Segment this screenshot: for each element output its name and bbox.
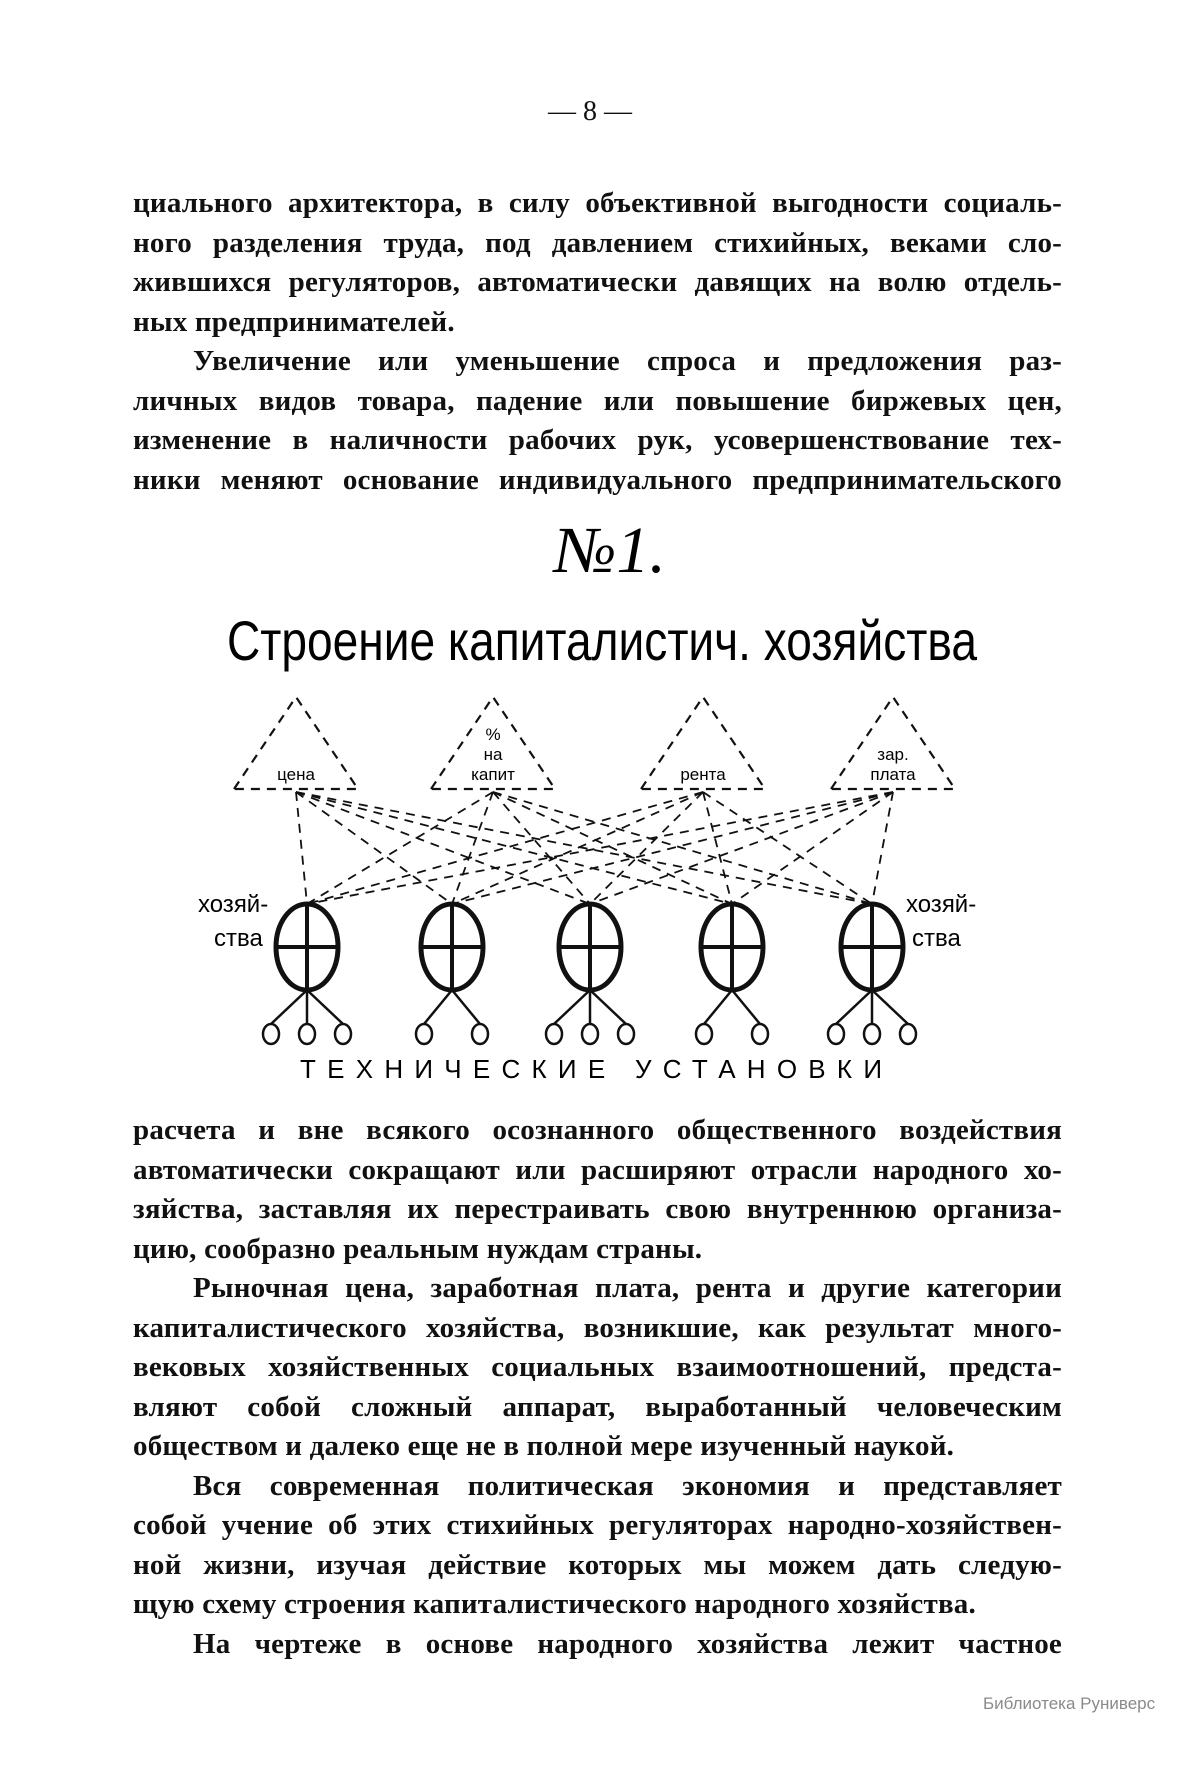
category-label: зар. bbox=[877, 745, 909, 764]
category-label: капит bbox=[471, 765, 515, 784]
capitalist-economy-diagram bbox=[0, 505, 1200, 1100]
text-line: цию, сообразно реальным нуждам страны. bbox=[133, 1232, 703, 1265]
text-line: зяйства, заставляя их перестраивать свою внутреннюю организа- bbox=[133, 1193, 1062, 1225]
connection-line bbox=[493, 792, 590, 904]
text-line: вляют собой сложный аппарат, выработанный человеческим bbox=[133, 1390, 1062, 1423]
connection-line bbox=[296, 792, 452, 904]
installation-circle bbox=[472, 1024, 488, 1044]
connection-line bbox=[296, 792, 590, 904]
category-label: цена bbox=[277, 765, 315, 784]
page-number: — 8 — bbox=[548, 96, 632, 127]
text-line: вековых хозяйственных социальных взаимоотношений, предста- bbox=[133, 1351, 1062, 1383]
installation-link bbox=[732, 990, 760, 1024]
installation-circle bbox=[828, 1024, 844, 1044]
side-label-left: ства bbox=[214, 925, 263, 952]
connection-line bbox=[452, 792, 493, 904]
category-label: % bbox=[485, 725, 501, 744]
connection-line bbox=[872, 792, 893, 904]
connection-line bbox=[590, 792, 703, 904]
connection-line bbox=[732, 792, 893, 904]
installation-circle bbox=[299, 1024, 315, 1044]
installation-circle bbox=[263, 1024, 279, 1044]
installation-link bbox=[872, 990, 908, 1024]
text-line: автоматически сокращают или расширяют отрасли народного хо- bbox=[133, 1153, 1062, 1186]
installation-circle bbox=[335, 1024, 351, 1044]
category-label: плата bbox=[870, 765, 916, 784]
text-line: щую схему строения капиталистического народного хозяйства. bbox=[133, 1588, 976, 1620]
installation-circle bbox=[696, 1024, 712, 1044]
category-label: на bbox=[483, 745, 503, 764]
installation-link bbox=[307, 990, 343, 1024]
text-line: циального архитектора, в силу объективной выгодности социаль- bbox=[133, 187, 1062, 219]
installation-circle bbox=[618, 1024, 634, 1044]
installation-link bbox=[836, 990, 872, 1024]
installation-circle bbox=[416, 1024, 432, 1044]
text-line: ной жизни, изучая действие которых мы можем дать следую- bbox=[133, 1548, 1062, 1581]
installation-circle bbox=[900, 1024, 916, 1044]
connection-line bbox=[307, 792, 493, 904]
figure-title: Строение капиталистич. хозяйства bbox=[227, 609, 978, 672]
installation-link bbox=[590, 990, 626, 1024]
installations-label: ТЕХНИЧЕСКИЕ УСТАНОВКИ bbox=[300, 1054, 890, 1084]
text-line: собой учение об этих стихийных регуляторах народно-хозяйствен- bbox=[133, 1509, 1062, 1541]
text-line: ных предпринимателей. bbox=[133, 305, 455, 338]
installation-link bbox=[271, 990, 307, 1024]
installation-link bbox=[704, 990, 732, 1024]
installation-link bbox=[554, 990, 590, 1024]
connection-line bbox=[307, 792, 893, 904]
watermark: Библиотека Руниверс bbox=[983, 1694, 1156, 1713]
side-label-right: хозяй- bbox=[906, 891, 977, 918]
text-line: Увеличение или уменьшение спроса и предложения раз- bbox=[193, 345, 1062, 377]
text-line: расчета и вне всякого осознанного общественного воздействия bbox=[133, 1114, 1062, 1146]
installation-circle bbox=[546, 1024, 562, 1044]
connection-line bbox=[493, 792, 732, 904]
side-label-left: хозяй- bbox=[198, 891, 269, 918]
text-line: обществом и далеко еще не в полной мере изученный наукой. bbox=[133, 1430, 955, 1462]
figure-number: №1. bbox=[554, 514, 666, 587]
connection-line bbox=[307, 792, 703, 904]
text-line: ного разделения труда, под давлением стихийных, веками сло- bbox=[133, 226, 1062, 259]
installation-link bbox=[424, 990, 452, 1024]
connection-line bbox=[590, 792, 893, 904]
installation-circle bbox=[864, 1024, 880, 1044]
text-line: Рыночная цена, заработная плата, рента и другие категории bbox=[193, 1272, 1062, 1304]
text-line: Вся современная политическая экономия и представляет bbox=[193, 1469, 1062, 1502]
side-label-right: ства bbox=[912, 925, 961, 952]
connection-line bbox=[296, 792, 872, 904]
installation-link bbox=[452, 990, 480, 1024]
connection-line bbox=[296, 792, 307, 904]
connection-line bbox=[493, 792, 872, 904]
text-line: ники меняют основание индивидуального предпринимательского bbox=[133, 463, 1062, 496]
text-line: личных видов товара, падение или повышение биржевых цен, bbox=[133, 384, 1062, 417]
installation-circle bbox=[582, 1024, 598, 1044]
connection-line bbox=[452, 792, 893, 904]
text-line: изменение в наличности рабочих рук, усовершенствование тех- bbox=[133, 424, 1062, 456]
category-label: рента bbox=[680, 765, 726, 784]
connection-line bbox=[703, 792, 732, 904]
connection-line bbox=[452, 792, 703, 904]
text-line: жившихся регуляторов, автоматически давящих на волю отдель- bbox=[133, 266, 1062, 298]
text-line: капиталистического хозяйства, возникшие, как результат много- bbox=[133, 1311, 1062, 1344]
text-line: На чертеже в основе народного хозяйства лежит частное bbox=[193, 1627, 1062, 1660]
installation-circle bbox=[752, 1024, 768, 1044]
